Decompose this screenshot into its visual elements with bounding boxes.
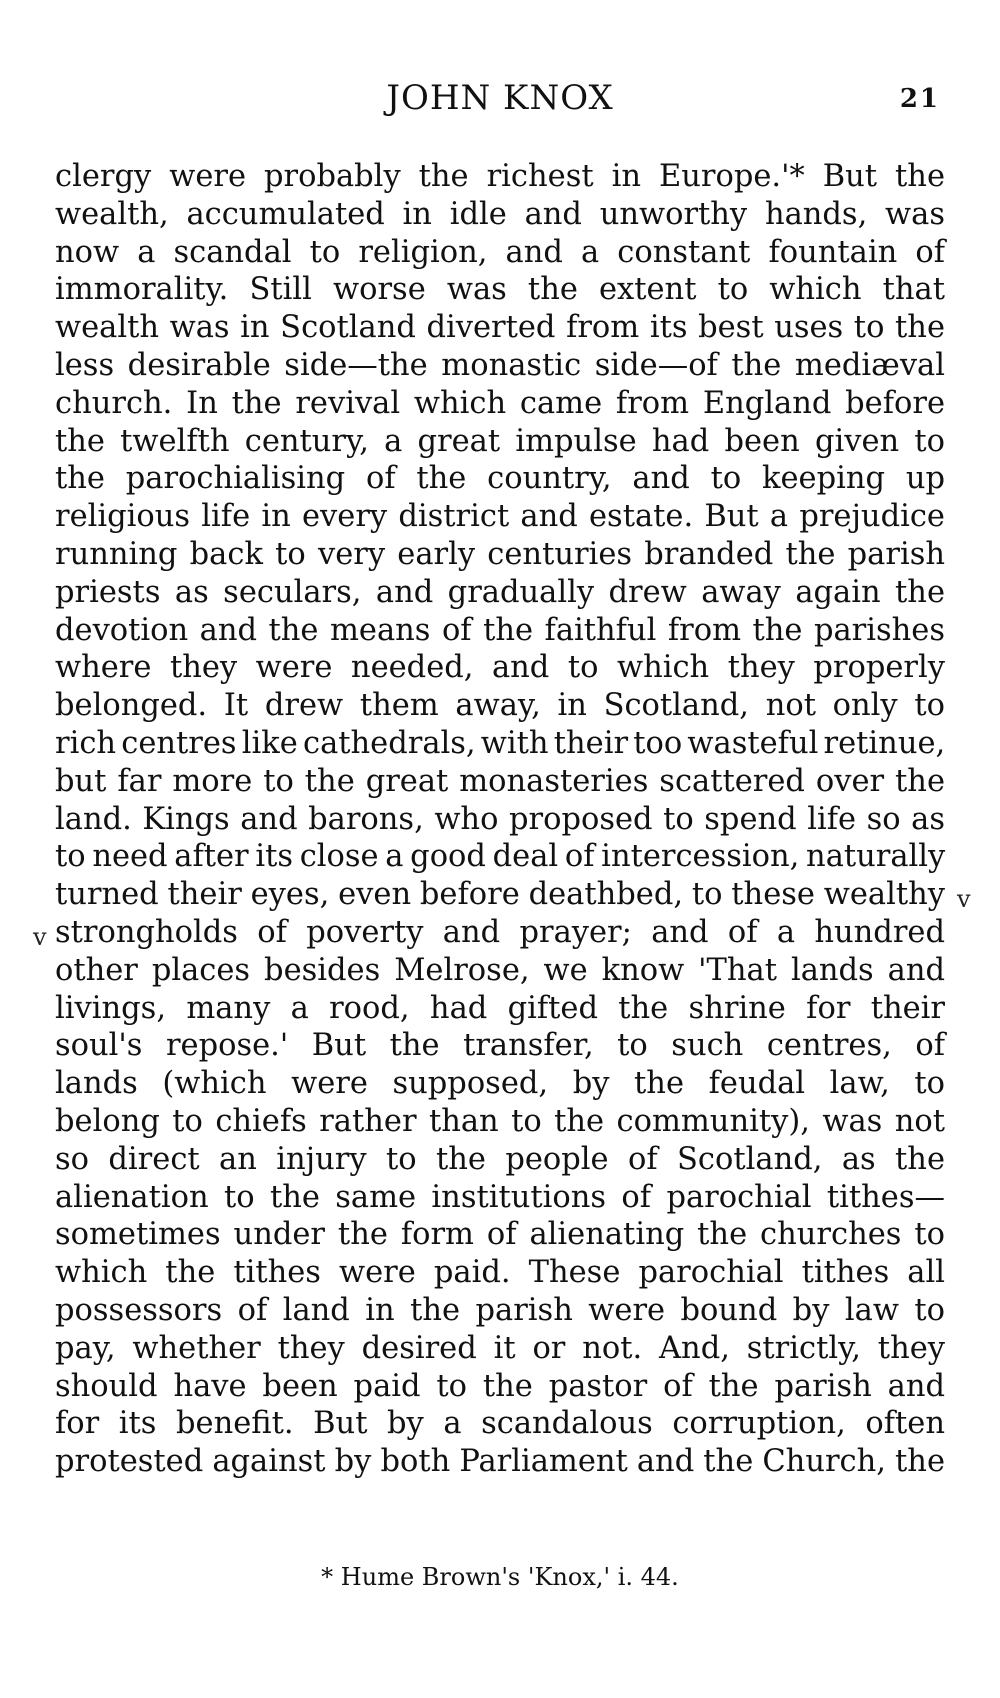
text-line: lands (which were supposed, by the feudal law, to (55, 1066, 945, 1102)
text-line: priests as seculars, and gradually drew away again the (55, 574, 945, 610)
running-title: JOHN KNOX (386, 78, 614, 118)
page-header (55, 78, 945, 128)
text-line: strongholds of poverty and prayer; and of a hundred (55, 914, 945, 950)
footnote: * Hume Brown's 'Knox,' i. 44. (321, 1563, 679, 1591)
text-line: so direct an injury to the people of Scotland, as the (55, 1141, 945, 1177)
text-line: clergy were probably the richest in Europe.'* But the (55, 159, 945, 194)
text-line: to need after its close a good deal of intercession, naturally (55, 839, 946, 875)
text-line: should have been paid to the pastor of the parish and (55, 1368, 945, 1404)
text-line: belong to chiefs rather than to the community), was not (55, 1103, 945, 1139)
text-line: which the tithes were paid. These parochial tithes all (55, 1255, 945, 1291)
text-line: soul's repose.' But the transfer, to such centres, of (55, 1028, 945, 1064)
text-line: other places besides Melrose, we know 'That lands and (55, 952, 945, 988)
text-line: protested against by both Parliament and the Church, the (55, 1444, 945, 1480)
text-line: running back to very early centuries branded the parish (55, 536, 945, 572)
text-line: where they were needed, and to which they properly (55, 650, 945, 686)
text-line: land. Kings and barons, who proposed to spend life so as (55, 801, 945, 837)
text-line: devotion and the means of the faithful from the parishes (55, 612, 945, 648)
text-line: pay, whether they desired it or not. And, strictly, they (55, 1330, 945, 1366)
page-number: 21 (899, 84, 940, 114)
text-line: turned their eyes, even before deathbed, to these wealthy (55, 877, 945, 913)
text-line: wealth was in Scotland diverted from its best uses to the (55, 310, 945, 346)
text-line: wealth, accumulated in idle and unworthy hands, was (55, 196, 945, 232)
text-line: rich centres like cathedrals, with their too wasteful retinue, (55, 725, 946, 761)
body-text (55, 158, 945, 1481)
text-line: religious life in every district and estate. But a prejudice (55, 499, 945, 535)
text-line: alienation to the same institutions of parochial tithes— (55, 1179, 945, 1215)
text-line: less desirable side—the monastic side—of the mediæval (55, 347, 945, 383)
text-line: immorality. Still worse was the extent to which that (55, 272, 945, 308)
text-line: livings, many a rood, had gifted the shrine for their (55, 990, 945, 1026)
text-line: now a scandal to religion, and a constant fountain of (55, 234, 945, 270)
text-line: sometimes under the form of alienating the churches to (55, 1217, 945, 1253)
text-line: possessors of land in the parish were bound by law to (55, 1292, 945, 1328)
text-line: the twelfth century, a great impulse had been given to (55, 423, 945, 459)
margin-check-mark-right: v (957, 885, 971, 913)
text-line: church. In the revival which came from England before (55, 385, 945, 421)
margin-check-mark-left: v (33, 923, 47, 951)
text-line: the parochialising of the country, and to keeping up (55, 461, 945, 497)
text-line: but far more to the great monasteries scattered over the (55, 763, 945, 799)
text-line: belonged. It drew them away, in Scotland, not only to (55, 688, 945, 724)
text-line: for its benefit. But by a scandalous corruption, often (55, 1406, 945, 1442)
